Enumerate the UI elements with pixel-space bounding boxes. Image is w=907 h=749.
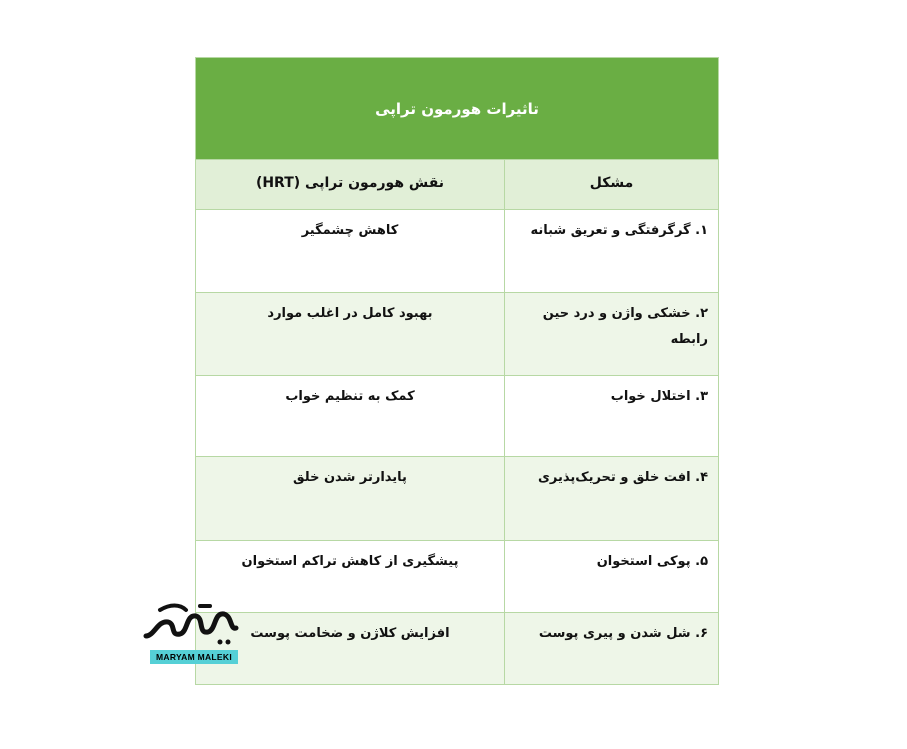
- row-problem: ۶. شل شدن و پیری پوست: [504, 613, 718, 684]
- row-problem: ۳. اختلال خواب: [504, 376, 718, 456]
- table-header-row: [196, 159, 718, 209]
- row-problem: ۱. گرگرفتگی و تعریق شبانه: [504, 210, 718, 292]
- table-row: [196, 540, 718, 612]
- table-title: تاثیرات هورمون تراپی: [196, 58, 718, 159]
- row-role: کمک به تنظیم خواب: [285, 389, 415, 404]
- brand-label: MARYAM MALEKI: [150, 650, 238, 664]
- table-row: [196, 292, 718, 375]
- row-role: بهبود کامل در اغلب موارد: [267, 306, 433, 321]
- row-role: پیشگیری از کاهش تراکم استخوان: [241, 554, 459, 569]
- table-row: [196, 209, 718, 292]
- header-role: نقش هورمون تراپی (HRT): [255, 175, 445, 191]
- table-row: [196, 375, 718, 456]
- hrt-effects-table: [195, 57, 719, 685]
- row-problem: ۵. پوکی استخوان: [504, 541, 718, 612]
- table-row: [196, 456, 718, 540]
- calligraphy-logo-icon: [140, 600, 240, 648]
- row-role: کاهش چشمگیر: [301, 223, 399, 238]
- table-row: [196, 612, 718, 684]
- brand-logo: [140, 600, 240, 666]
- header-problem: مشکل: [504, 160, 718, 209]
- row-problem: ۲. خشکی واژن و درد حین رابطه: [504, 293, 718, 375]
- row-role: افزایش کلاژن و ضخامت پوست: [250, 626, 450, 641]
- row-problem: ۴. افت خلق و تحریک‌پذیری: [504, 457, 718, 540]
- row-role: پایدارتر شدن خلق: [293, 470, 407, 485]
